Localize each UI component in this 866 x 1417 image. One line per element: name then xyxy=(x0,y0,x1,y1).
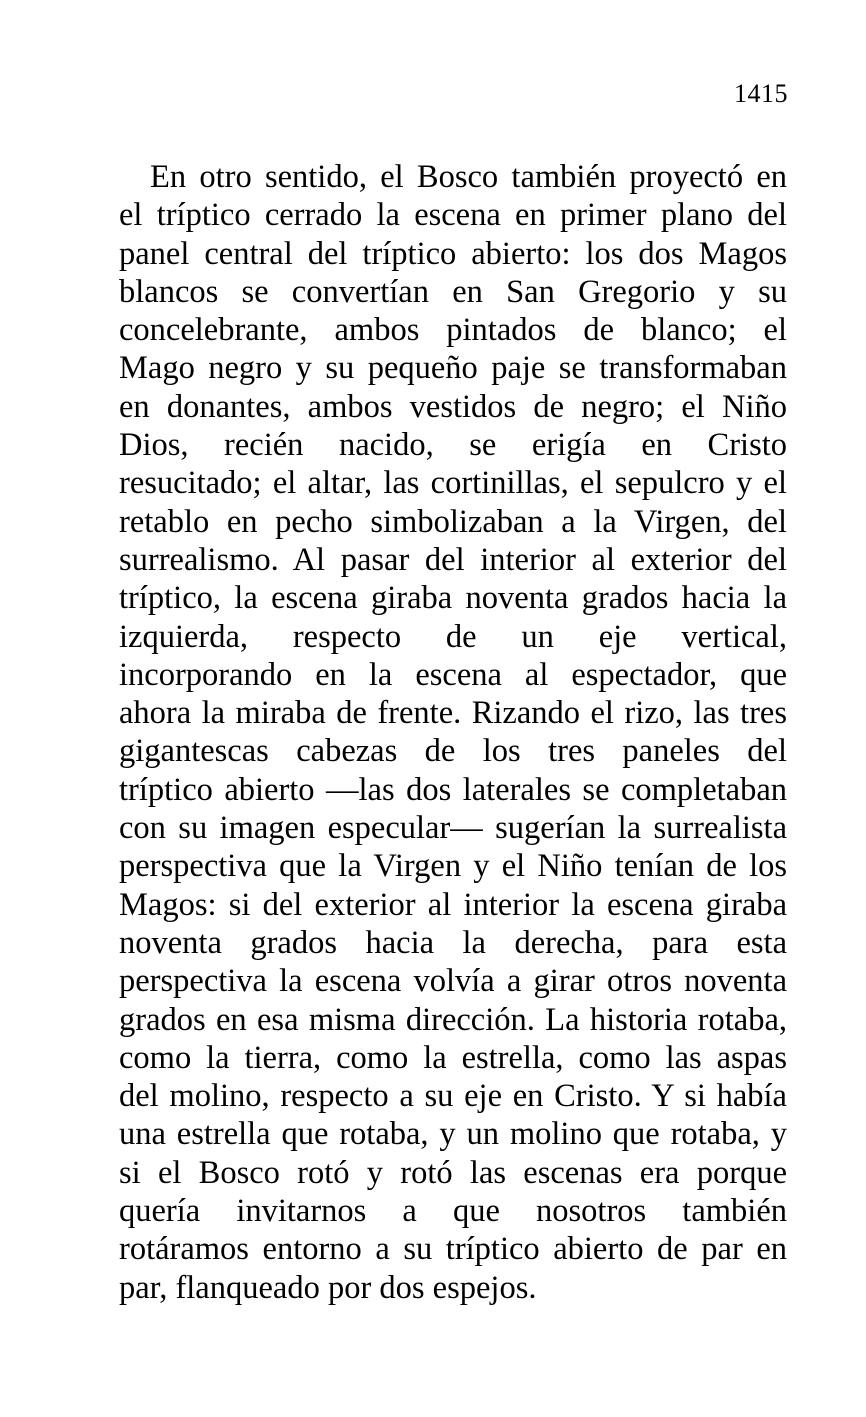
text-line: del molino, respecto a su eje en Cristo. Y si había xyxy=(119,1078,787,1115)
text-line: grados en esa misma dirección. La historia rotaba, xyxy=(119,1001,787,1038)
text-line: izquierda, respecto de un eje vertical, xyxy=(119,618,787,655)
text-line: incorporando en la escena al espectador, que xyxy=(119,656,787,693)
text-line: resucitado; el altar, las cortinillas, el sepulcro y el xyxy=(119,465,787,502)
text-line: Dios, recién nacido, se erigía en Cristo xyxy=(119,427,787,464)
text-line: concelebrante, ambos pintados de blanco; el xyxy=(119,312,787,349)
text-line: quería invitarnos a que nosotros también xyxy=(119,1193,787,1230)
text-line: en donantes, ambos vestidos de negro; el Niño xyxy=(119,388,787,425)
text-line: noventa grados hacia la derecha, para esta xyxy=(119,924,787,961)
text-line: una estrella que rotaba, y un molino que rotaba, y xyxy=(119,1116,787,1153)
text-line: perspectiva que la Virgen y el Niño tenían de los xyxy=(119,848,787,885)
text-line: surrealismo. Al pasar del interior al exterior del xyxy=(119,541,787,578)
text-line: ahora la miraba de frente. Rizando el rizo, las tres xyxy=(119,695,787,732)
text-line: perspectiva la escena volvía a girar otros noventa xyxy=(119,963,787,1000)
text-line: si el Bosco rotó y rotó las escenas era porque xyxy=(119,1154,787,1191)
text-line: panel central del tríptico abierto: los dos Magos xyxy=(119,235,787,272)
text-line: par, flanqueado por dos espejos. xyxy=(119,1269,537,1306)
page-number: 1415 xyxy=(734,79,788,108)
body-paragraph xyxy=(119,158,787,1307)
text-line: gigantescas cabezas de los tres paneles del xyxy=(119,733,787,770)
text-line: blancos se convertían en San Gregorio y su xyxy=(119,273,787,310)
text-line: tríptico, la escena giraba noventa grados hacia la xyxy=(119,580,787,617)
text-line: rotáramos entorno a su tríptico abierto de par en xyxy=(119,1231,787,1268)
text-line: En otro sentido, el Bosco también proyectó en xyxy=(150,159,787,195)
text-line: el tríptico cerrado la escena en primer plano del xyxy=(119,197,787,234)
text-line: retablo en pecho simbolizaban a la Virgen, del xyxy=(119,503,787,540)
text-line: con su imagen especular— sugerían la surrealista xyxy=(119,810,787,847)
text-line: tríptico abierto —las dos laterales se completaban xyxy=(119,771,787,808)
text-line: como la tierra, como la estrella, como las aspas xyxy=(119,1039,787,1076)
text-line: Mago negro y su pequeño paje se transformaban xyxy=(119,350,787,387)
text-line: Magos: si del exterior al interior la escena giraba xyxy=(119,886,787,923)
